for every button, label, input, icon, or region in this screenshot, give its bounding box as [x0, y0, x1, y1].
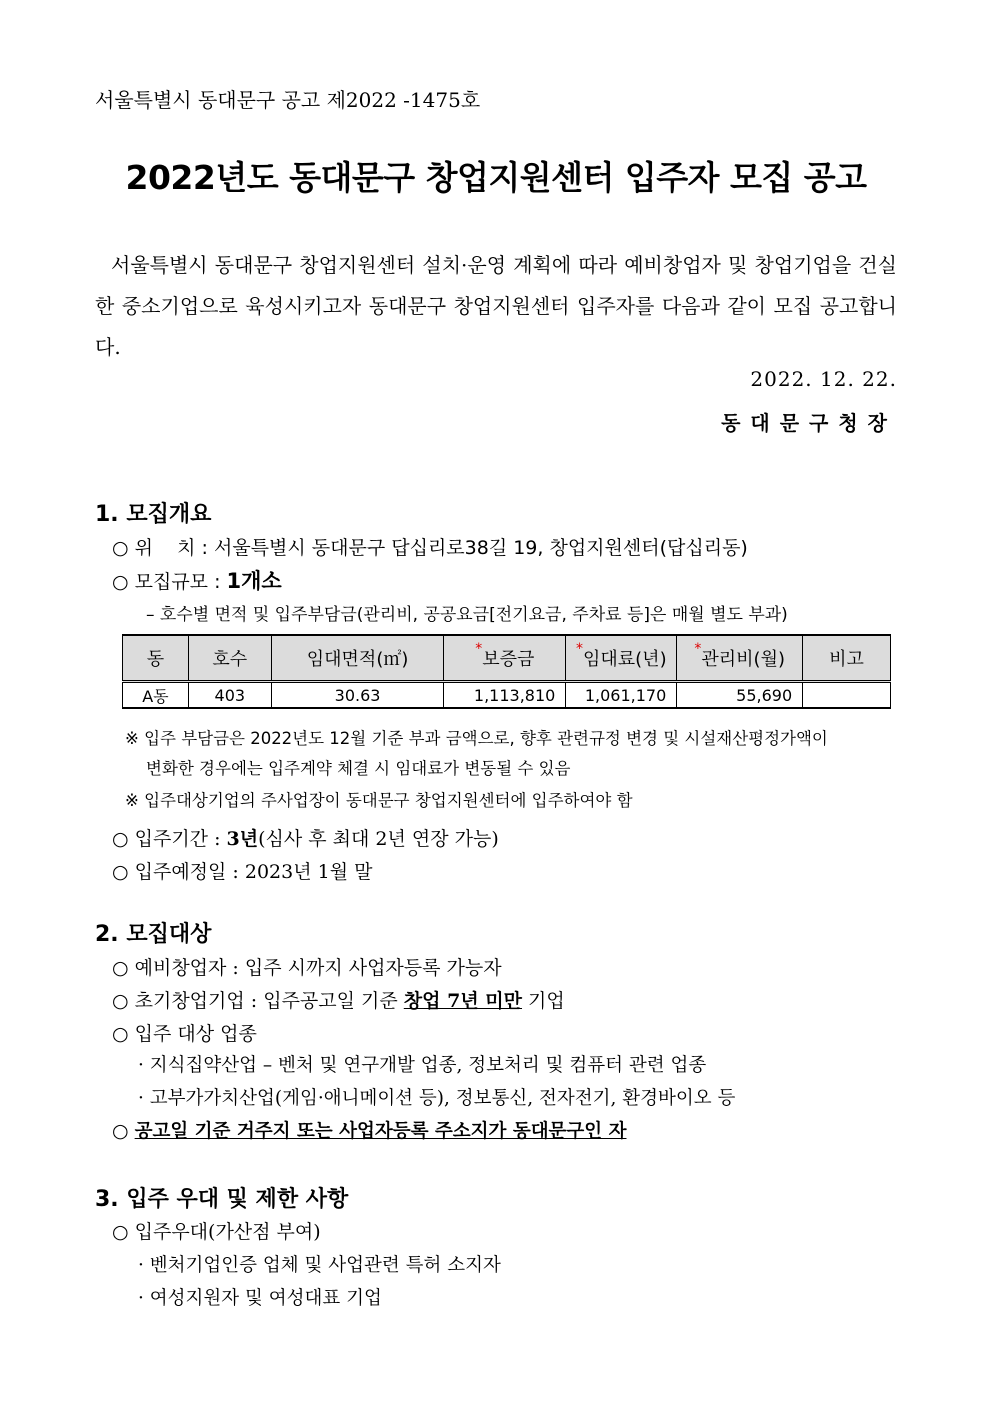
period-value: 3년	[226, 828, 259, 850]
cell-remarks	[803, 682, 891, 709]
period-label: ○ 입주기간 :	[112, 828, 227, 850]
header-deposit: 보증금	[482, 649, 535, 670]
early-startup-pre: ○ 초기창업기업 : 입주공고일 기준	[112, 990, 404, 1012]
scale-value: 1개소	[226, 569, 282, 593]
target-industries: ○ 입주 대상 업종	[112, 1023, 257, 1045]
header-remarks: 비고	[803, 635, 891, 682]
scale-label: ○ 모집규모 :	[112, 571, 227, 593]
star-mark: *	[576, 641, 583, 657]
target-early-startup	[112, 986, 565, 1013]
star-mark: *	[475, 641, 483, 657]
cell-area: 30.63	[271, 682, 444, 709]
period-extra: (심사 후 최대 2년 연장 가능)	[258, 828, 499, 850]
cell-deposit: 1,113,810	[444, 682, 566, 709]
move-in-date: ○ 입주예정일 : 2023년 1월 말	[112, 861, 373, 883]
header-dong: 동	[123, 635, 189, 682]
section3-heading: 3. 입주 우대 및 제한 사항	[95, 1187, 349, 1212]
header-room: 호수	[188, 635, 271, 682]
cell-rent: 1,061,170	[566, 682, 677, 709]
location-label: ○ 위 치 :	[112, 537, 214, 559]
header-rent: 임대료(년)	[583, 649, 667, 670]
table-row	[123, 682, 891, 709]
header-rent-cell	[566, 635, 677, 682]
location-line	[112, 533, 748, 560]
notice-date: 2022. 12. 22.	[750, 367, 897, 391]
note-1-line-2: 변화한 경우에는 입주계약 체결 시 임대료가 변동될 수 있음	[146, 759, 571, 778]
target-pre-startup: ○ 예비창업자 : 입주 시까지 사업자등록 가능자	[112, 957, 502, 979]
notice-number: 서울특별시 동대문구 공고 제2022 -1475호	[95, 88, 481, 112]
section2-heading: 2. 모집대상	[95, 922, 212, 947]
cell-dong: A동	[123, 682, 189, 709]
header-maintenance-cell	[677, 635, 803, 682]
residence-mark: ○	[112, 1120, 135, 1142]
cell-maintenance: 55,690	[677, 682, 803, 709]
page-title: 2022년도 동대문구 창업지원센터 입주자 모집 공고	[125, 158, 867, 197]
issuer-name: 동대문구청장	[721, 411, 897, 435]
residence-text: 공고일 기준 거주지 또는 사업자등록 주소지가 동대문구인 자	[134, 1121, 627, 1142]
star-mark: *	[694, 641, 702, 657]
fee-table	[122, 634, 891, 709]
preference-venture: · 벤처기업인증 업체 및 사업관련 특허 소지자	[138, 1255, 501, 1276]
scale-line	[112, 565, 282, 595]
cell-room: 403	[188, 682, 271, 709]
note-2: ※ 입주대상기업의 주사업장이 동대문구 창업지원센터에 입주하여야 함	[125, 791, 633, 810]
target-residence	[112, 1117, 627, 1143]
fee-description: – 호수별 면적 및 입주부담금(관리비, 공공요금[전기요금, 주차료 등]은 매월 별도 부과)	[146, 605, 788, 625]
early-startup-bold: 창업 7년 미만	[403, 990, 523, 1012]
preference-women: · 여성지원자 및 여성대표 기업	[138, 1288, 382, 1309]
industry-high-value: · 고부가가치산업(게임·애니메이션 등), 정보통신, 전자전기, 환경바이오 등	[138, 1088, 736, 1109]
preference-line: ○ 입주우대(가산점 부여)	[112, 1221, 321, 1243]
header-deposit-cell	[444, 635, 566, 682]
note-1-line-1: ※ 입주 부담금은 2022년도 12월 기준 부과 금액으로, 향후 관련규정 변경 및 시설재산평정가액이	[125, 729, 828, 748]
fee-table-header	[123, 635, 891, 682]
period-line	[112, 824, 499, 851]
intro-paragraph: 서울특별시 동대문구 창업지원센터 설치·운영 계획에 따라 예비창업자 및 창업기업을 건실한 중소기업으로 육성시키고자 동대문구 창업지원센터 입주자를 다음과 같이 모집 공고합니다.	[95, 253, 897, 359]
header-area: 임대면적(㎡)	[271, 635, 444, 682]
location-value: 서울특별시 동대문구 답십리로38길 19, 창업지원센터(답십리동)	[213, 537, 748, 559]
header-maintenance: 관리비(월)	[701, 649, 785, 670]
section1-heading: 1. 모집개요	[95, 502, 212, 527]
early-startup-post: 기업	[522, 990, 565, 1012]
industry-knowledge: · 지식집약산업 – 벤처 및 연구개발 업종, 정보처리 및 컴퓨터 관련 업종	[138, 1055, 707, 1076]
